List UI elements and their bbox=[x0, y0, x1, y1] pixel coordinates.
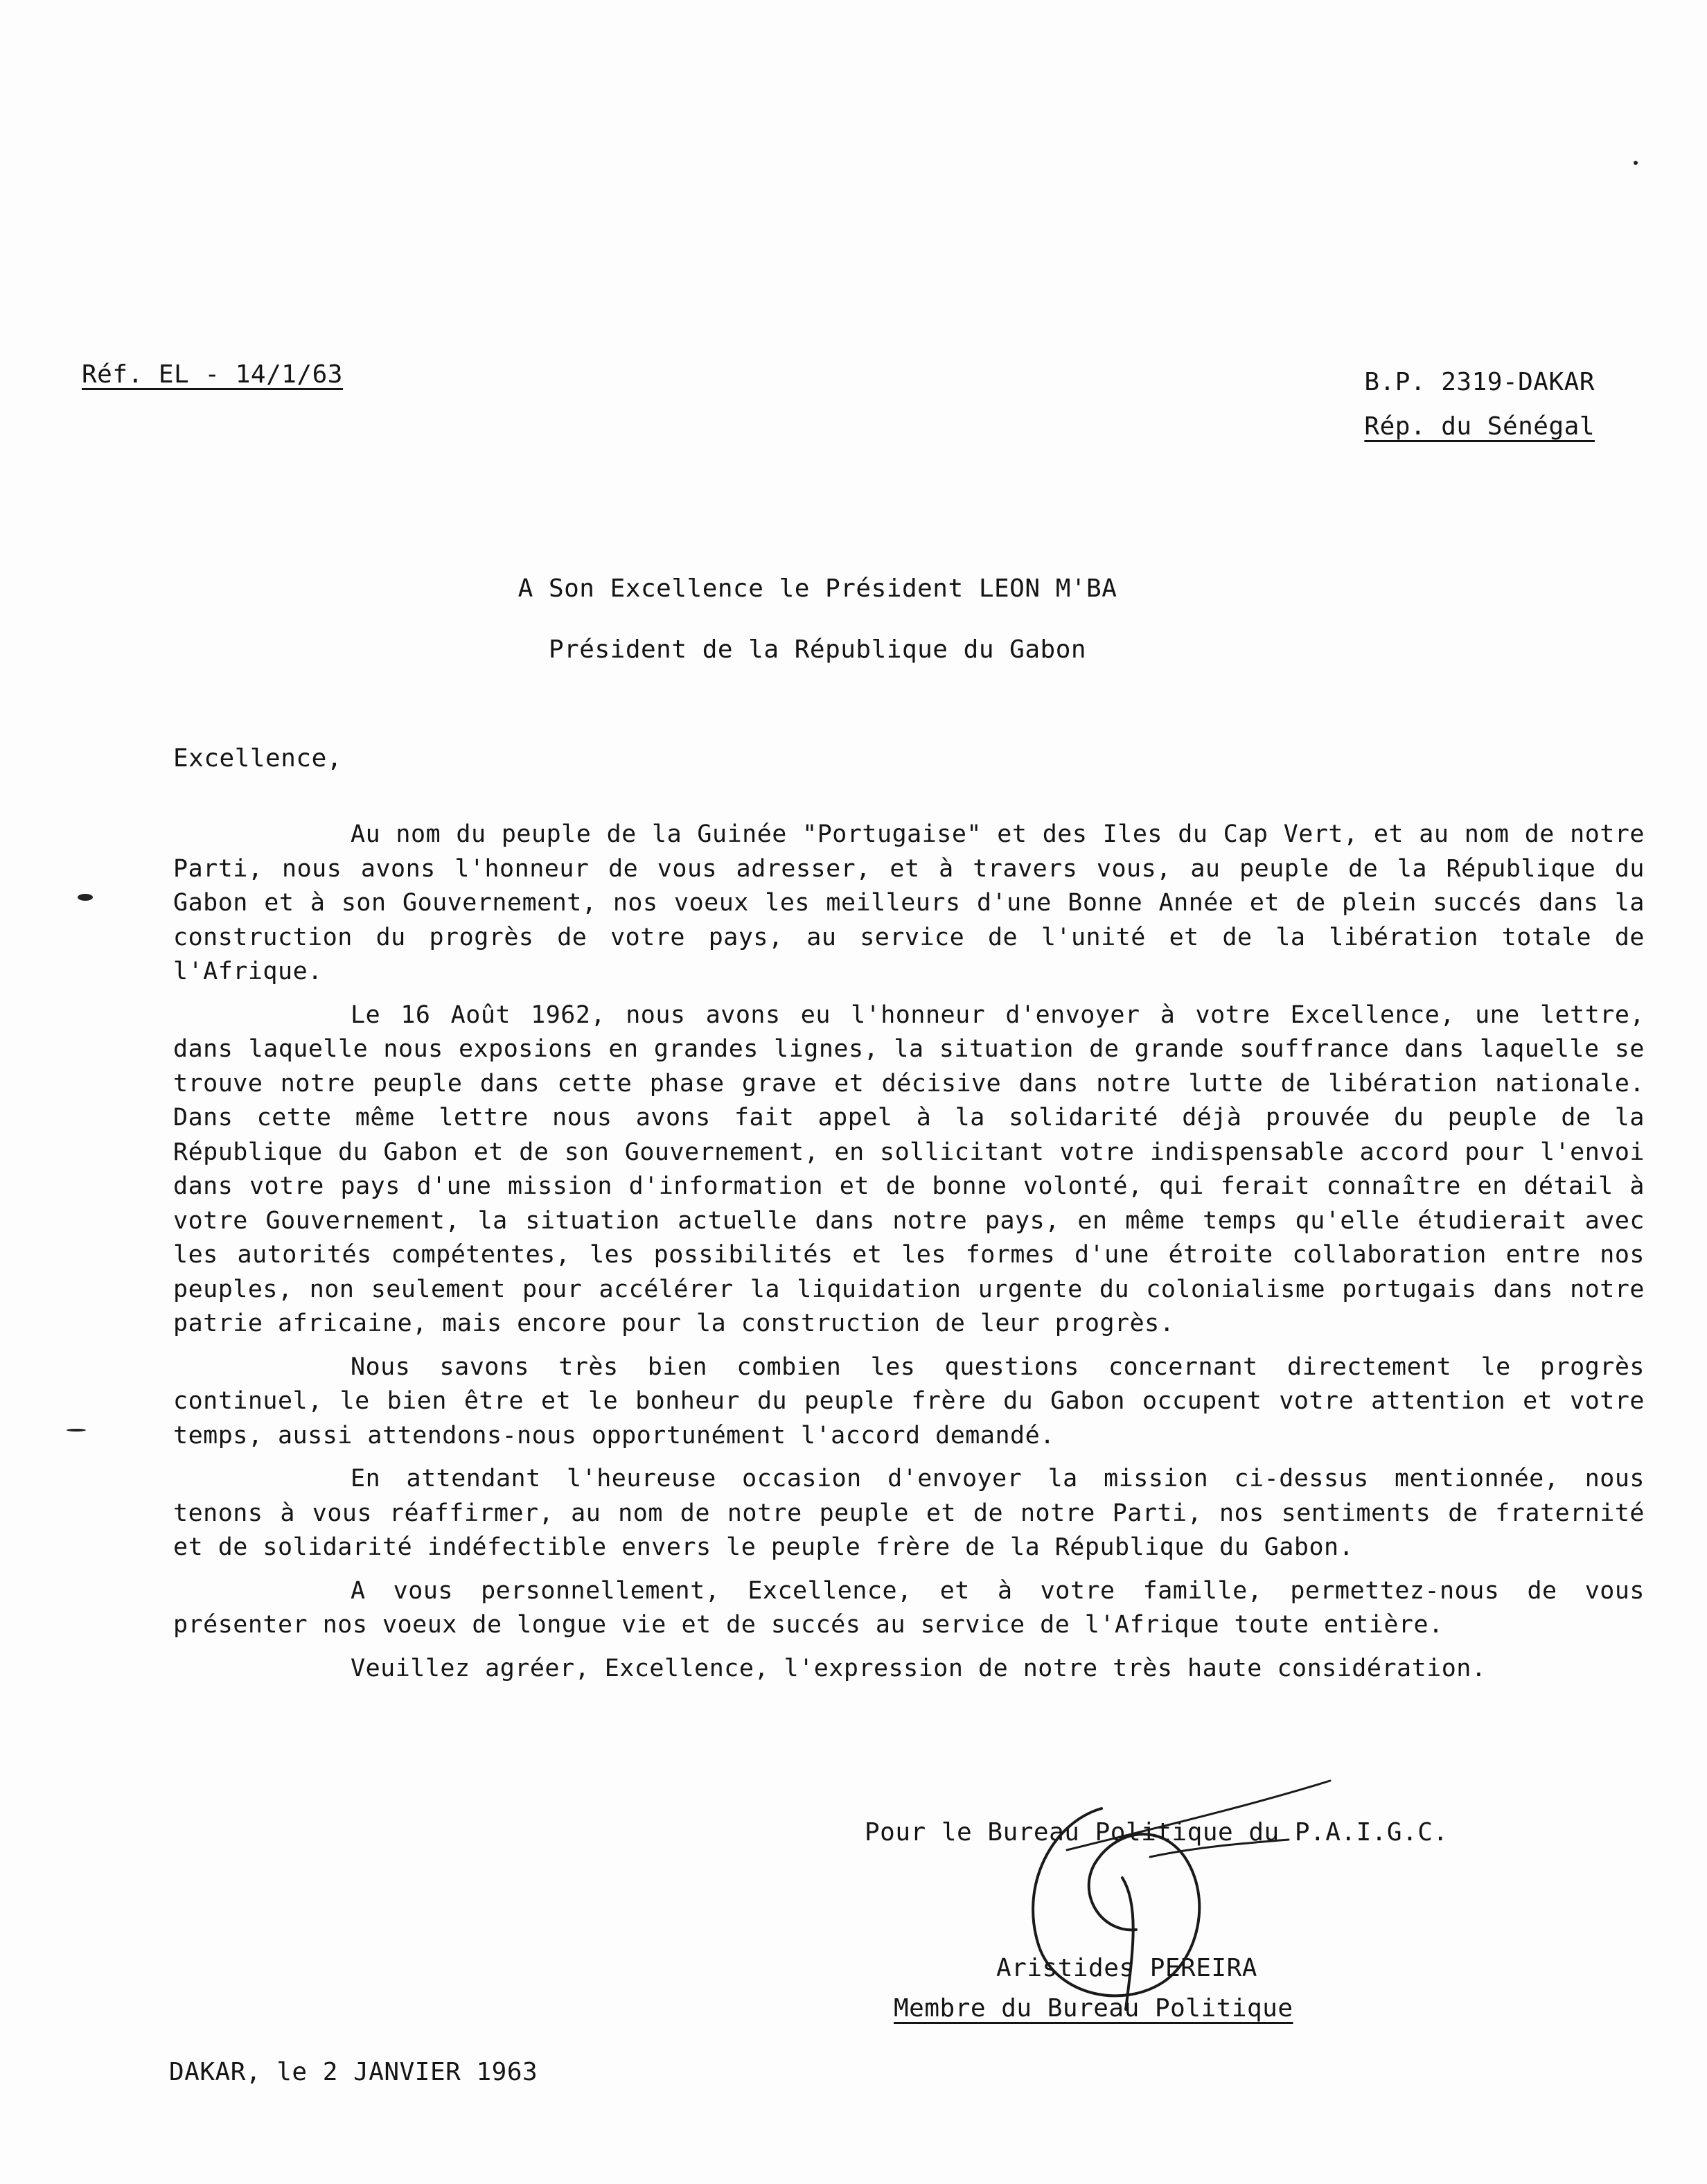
ink-speck bbox=[78, 894, 93, 901]
paragraph-reaffirmation: En attendant l'heureuse occasion d'envoyer la mission ci-dessus mentionnée, nous tenons à vous réaffirmer, au nom de notre peuple et de notre Parti, nos sentiments de fraternité et de solidarité indéfectible envers le peuple frère de la République du Gabon. bbox=[173, 1465, 1645, 1561]
address-line-country: Rép. du Sénégal bbox=[1364, 412, 1595, 441]
signatory-title: Membre du Bureau Politique bbox=[894, 1994, 1293, 2023]
recipient-title: Président de la République du Gabon bbox=[548, 635, 1087, 664]
ink-speck bbox=[1634, 161, 1638, 165]
salutation: Excellence, bbox=[173, 744, 342, 773]
closing-formula: Veuillez agréer, Excellence, l'expression de notre très haute considération. bbox=[351, 1654, 1487, 1682]
reference-number: Réf. EL - 14/1/63 bbox=[82, 360, 343, 389]
paragraph-request: Nous savons très bien combien les questions concernant directement le progrès continuel, le bien être et le bonheur du peuple frère du Gabon occupent votre attention et votre temps, aussi attendons-nous opportunément l'accord demandé. bbox=[173, 1353, 1645, 1450]
paragraph-greetings: Au nom du peuple de la Guinée "Portugaise" et des Iles du Cap Vert, et au nom de notre Parti, nous avons l'honneur de vous adresser, et à travers vous, au peuple de la République du Gabon et à son Gouvernement, nos voeux les meilleurs d'une Bonne Année et de plein succés dans la construction du progrès de votre pays, au service de l'unité et de la libération totale de l'Afrique. bbox=[173, 820, 1645, 985]
ink-speck bbox=[67, 1429, 86, 1432]
paragraph-previous-letter: Le 16 Août 1962, nous avons eu l'honneur d'envoyer à votre Excellence, une lettre, dans laquelle nous exposions en grandes lignes, la situation de grande souffrance dans laquelle se trouve notre peuple dans cette phase grave et décisive dans notre lutte de libération nationale. Dans cette même lettre nous avons fait appel à la solidarité déjà prouvée du peuple de la République du Gabon et de son Gouvernement, en sollicitant votre indispensable accord pour l'envoi dans votre pays d'une mission d'information et de bonne volonté, qui ferait connaître en détail à votre Gouvernement, la situation actuelle dans notre pays, en même temps qu'elle étudierait avec les autorités compétentes, les possibilités et les formes d'une étroite collaboration entre nos peuples, non seulement pour accélérer la liquidation urgente du colonialisme portugais dans notre patrie africaine, mais encore pour la construction de leur progrès. bbox=[173, 1001, 1645, 1337]
signatory-name: Aristides PEREIRA bbox=[996, 1954, 1257, 1982]
signatory-organization: Pour le Bureau Politique du P.A.I.G.C. bbox=[865, 1818, 1449, 1847]
sender-address bbox=[1364, 360, 1595, 449]
paragraph-personal-wishes: A vous personnellement, Excellence, et à votre famille, permettez-nous de vous présenter nos voeux de longue vie et de succés au service de l'Afrique toute entière. bbox=[173, 1576, 1645, 1639]
address-line-postal: B.P. 2319-DAKAR bbox=[1364, 368, 1595, 396]
handwritten-signature-icon bbox=[991, 1774, 1337, 2023]
recipient-block bbox=[0, 558, 1635, 680]
place-and-date: DAKAR, le 2 JANVIER 1963 bbox=[169, 2058, 538, 2086]
letter-body bbox=[173, 818, 1645, 1686]
recipient-name: A Son Excellence le Président LEON M'BA bbox=[518, 574, 1117, 603]
